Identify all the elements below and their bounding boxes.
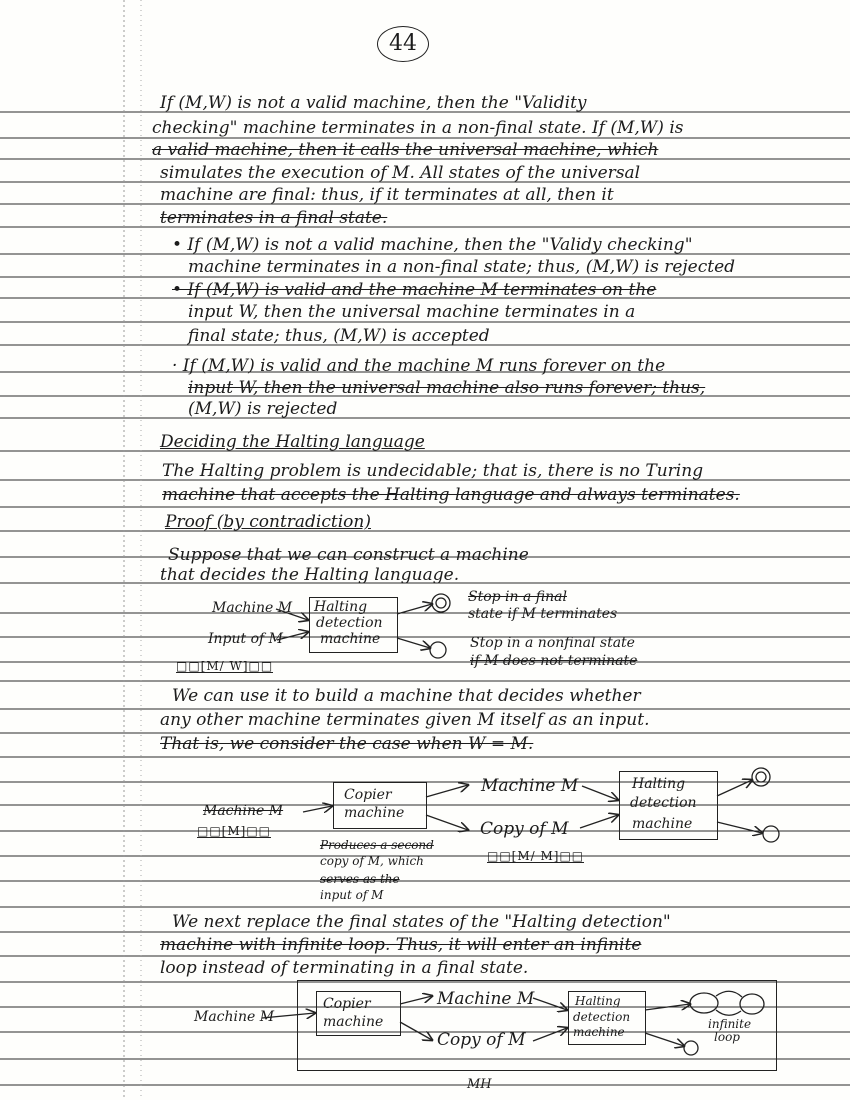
- d2-copier-box: [333, 782, 427, 829]
- d1-nonfinal-line-1: Stop in a nonfinal state: [470, 635, 635, 651]
- bullet-2-line-1: • If (M,W) is valid and the machine M terminates on the: [172, 280, 657, 300]
- proof-heading: Proof (by contradiction): [165, 512, 371, 532]
- d3-halting-line-2: detection: [573, 1010, 631, 1024]
- d2-top-label: Machine M: [481, 776, 579, 796]
- intro-line-5: machine are final: thus, if it terminates at all, then it: [160, 185, 614, 205]
- d2-tape-right: □□[M/ M]□□: [487, 849, 585, 863]
- d3-loop-line-2: loop: [714, 1030, 740, 1044]
- d2-machine-label: Machine M: [203, 803, 284, 819]
- theorem-line-2: machine that accepts the Halting language and always terminates.: [162, 485, 740, 505]
- d3-top-label: Machine M: [437, 989, 535, 1009]
- use-line-1: We can use it to build a machine that decides whether: [172, 686, 641, 706]
- section-heading: Deciding the Halting language: [160, 432, 425, 452]
- d2-halting-box: [619, 771, 718, 840]
- d2-note-line-1: Produces a second: [320, 838, 434, 852]
- d1-tape: □□[M/ W]□□: [176, 659, 274, 673]
- d2-note-line-4: input of M: [320, 888, 384, 902]
- suppose-line-2: that decides the Halting language.: [160, 565, 460, 585]
- bullet-2-line-2: input W, then the universal machine terminates in a: [188, 302, 636, 322]
- replace-line-2: machine with infinite loop. Thus, it will enter an infinite: [160, 935, 642, 955]
- intro-line-3: a valid machine, then it calls the universal machine, which: [152, 140, 659, 160]
- d3-copier-box: [316, 991, 401, 1036]
- intro-line-2: checking" machine terminates in a non-final state. If (M,W) is: [152, 118, 684, 138]
- bullet-1-line-2: machine terminates in a non-final state; thus, (M,W) is rejected: [188, 257, 736, 277]
- d1-final-line-1: Stop in a final: [468, 589, 567, 605]
- d2-halting-line-3: machine: [632, 816, 693, 832]
- d1-halting-box: [309, 597, 398, 653]
- d3-loop-line-1: infinite: [708, 1017, 752, 1031]
- d2-note-line-2: copy of M, which: [320, 854, 424, 868]
- bullet-3-line-2: input W, then the universal machine also runs forever; thus,: [188, 378, 706, 398]
- d2-copier-line-1: Copier: [344, 787, 392, 803]
- d3-machine-label: Machine M: [194, 1009, 275, 1025]
- d3-copier-line-1: Copier: [323, 996, 371, 1012]
- d2-copier-line-2: machine: [344, 805, 405, 821]
- intro-line-4: simulates the execution of M. All states of the universal: [160, 163, 641, 183]
- bullet-2-line-3: final state; thus, (M,W) is accepted: [188, 326, 490, 346]
- d1-nonfinal-line-2: if M does not terminate: [470, 653, 638, 669]
- suppose-line-1: Suppose that we can construct a machine: [168, 545, 529, 565]
- d2-tape-left: □□[M]□□: [197, 824, 272, 838]
- d1-box-line-1: Halting: [314, 599, 368, 615]
- intro-line-1: If (M,W) is not a valid machine, then the "Validity: [160, 93, 587, 113]
- intro-line-6: terminates in a final state.: [160, 208, 388, 228]
- use-line-3: That is, we consider the case when W = M.: [160, 734, 534, 754]
- bullet-1-line-1: • If (M,W) is not a valid machine, then the "Validy checking": [172, 235, 693, 255]
- d2-halting-line-1: Halting: [632, 776, 686, 792]
- page-number: 44: [377, 26, 429, 62]
- d1-box-line-2: detection: [316, 615, 383, 631]
- d3-halting-line-1: Halting: [575, 994, 621, 1008]
- d1-box-line-3: machine: [320, 631, 381, 647]
- replace-line-1: We next replace the final states of the "Halting detection": [172, 912, 671, 932]
- d3-bottom-label: Copy of M: [437, 1030, 526, 1050]
- d2-bottom-label: Copy of M: [480, 819, 569, 839]
- bullet-3-line-1: · If (M,W) is valid and the machine M runs forever on the: [172, 356, 666, 376]
- d3-halting-box: [568, 991, 646, 1045]
- replace-line-3: loop instead of terminating in a final state.: [160, 958, 529, 978]
- d1-final-line-2: state if M terminates: [468, 606, 618, 622]
- d3-copier-line-2: machine: [323, 1014, 384, 1030]
- d2-note-line-3: serves as the: [320, 872, 400, 886]
- bullet-3-line-3: (M,W) is rejected: [188, 399, 338, 419]
- use-line-2: any other machine terminates given M itself as an input.: [160, 710, 650, 730]
- d1-input-label: Input of M: [208, 631, 283, 647]
- d2-halting-line-2: detection: [630, 795, 697, 811]
- footer-initials: MH: [467, 1077, 492, 1092]
- d1-machine-label: Machine M: [212, 600, 293, 616]
- d3-halting-line-3: machine: [573, 1025, 625, 1039]
- theorem-line-1: The Halting problem is undecidable; that is, there is no Turing: [162, 461, 704, 481]
